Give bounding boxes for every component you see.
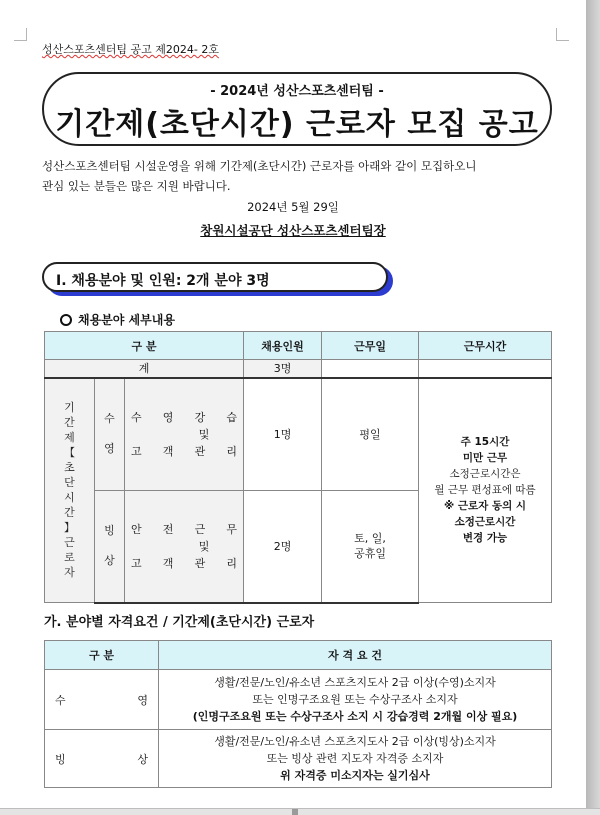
hours-cell: 주 15시간 미만 근무 소정근로시간은 월 근무 편성표에 따름 ※ 근로자 동의 시 소정근로시간 변경 가능 xyxy=(419,378,552,603)
table-header-row xyxy=(45,332,552,360)
recruitment-table xyxy=(44,331,552,604)
category-vertical-text xyxy=(45,400,94,580)
table-row xyxy=(45,378,552,491)
days-cell: 토, 일, 공휴일 xyxy=(322,491,419,603)
margin-corner-mark xyxy=(556,28,569,41)
field-cell: 빙 상 xyxy=(95,491,125,603)
recruitment-subheading: 채용분야 세부내용 xyxy=(60,311,175,328)
category-char: 제 xyxy=(64,431,75,445)
category-char: 초 xyxy=(64,461,75,475)
header-category: 구 분 xyxy=(45,641,159,670)
scroll-position-marker[interactable] xyxy=(292,809,298,815)
row-requirements: 생활/전문/노인/유소년 스포츠지도사 2급 이상(빙상)소지자 또는 빙상 관련 지도자 자격증 소지자 위 자격증 미소지자는 실기심사 xyxy=(159,730,552,788)
circle-bullet-icon xyxy=(60,314,72,326)
duty-cell: 수 영 강 습 및 고 객 관 리 xyxy=(125,378,244,491)
category-char: 자 xyxy=(64,566,75,580)
header-requirements: 자 격 요 건 xyxy=(159,641,552,670)
category-char: 단 xyxy=(64,476,75,490)
field-cell: 수 영 xyxy=(95,378,125,491)
category-char: 근 xyxy=(64,536,75,550)
total-label: 계 xyxy=(45,360,244,378)
category-char: 】 xyxy=(64,521,75,535)
vertical-scrollbar[interactable] xyxy=(586,0,600,815)
margin-corner-mark xyxy=(14,28,27,41)
title-banner xyxy=(42,72,552,146)
table-header-row xyxy=(45,641,552,670)
category-char: 간 xyxy=(64,416,75,430)
count-cell: 2명 xyxy=(244,491,322,603)
section-2-title: 가. 분야별 자격요건 / 기간제(초단시간) 근로자 xyxy=(44,615,315,630)
table-row xyxy=(45,670,552,730)
qualification-table xyxy=(44,640,552,788)
days-cell: 평일 xyxy=(322,378,419,491)
banner-subtitle: - 2024년 성산스포츠센터팀 - xyxy=(210,84,384,99)
announcement-date: 2024년 5월 29일 xyxy=(247,200,339,214)
row-label: 빙 상 xyxy=(45,730,159,788)
header-days: 근무일 xyxy=(322,332,419,360)
horizontal-scrollbar[interactable] xyxy=(0,808,600,815)
page-title: 기간제(초단시간) 근로자 모집 공고 xyxy=(55,107,539,142)
intro-line-2: 관심 있는 분들은 많은 지원 바랍니다. xyxy=(42,179,231,193)
header-hours: 근무시간 xyxy=(419,332,552,360)
row-label: 수 영 xyxy=(45,670,159,730)
count-cell: 1명 xyxy=(244,378,322,491)
issuing-organization: 창원시설공단 성산스포츠센터팀장 xyxy=(200,223,386,238)
row-requirements: 생활/전문/노인/유소년 스포츠지도사 2급 이상(수영)소지자 또는 인명구조요원 또는 수상구조사 소지자 (인명구조요원 또는 수상구조사 소지 시 강습경력 2개월 이상 필요) xyxy=(159,670,552,730)
notice-number: 성산스포츠센터팀 공고 제2024- 2호 xyxy=(42,43,219,56)
section-1-title: Ⅰ. 채용분야 및 인원: 2개 분야 3명 xyxy=(56,273,270,289)
header-category: 구 분 xyxy=(45,332,244,360)
intro-line-1: 성산스포츠센터팀 시설운영을 위해 기간제(초단시간) 근로자를 아래와 같이 모집하오니 xyxy=(42,159,477,173)
category-char: 간 xyxy=(64,506,75,520)
total-row xyxy=(45,360,552,378)
category-cell xyxy=(45,378,95,603)
category-char: 【 xyxy=(64,446,75,460)
category-char: 로 xyxy=(64,551,75,565)
category-char: 시 xyxy=(64,491,75,505)
header-count: 채용인원 xyxy=(244,332,322,360)
section-1-heading xyxy=(42,262,388,292)
table-row xyxy=(45,730,552,788)
duty-cell: 안 전 근 무 및 고 객 관 리 xyxy=(125,491,244,603)
total-count: 3명 xyxy=(244,360,322,378)
category-char: 기 xyxy=(64,401,75,415)
